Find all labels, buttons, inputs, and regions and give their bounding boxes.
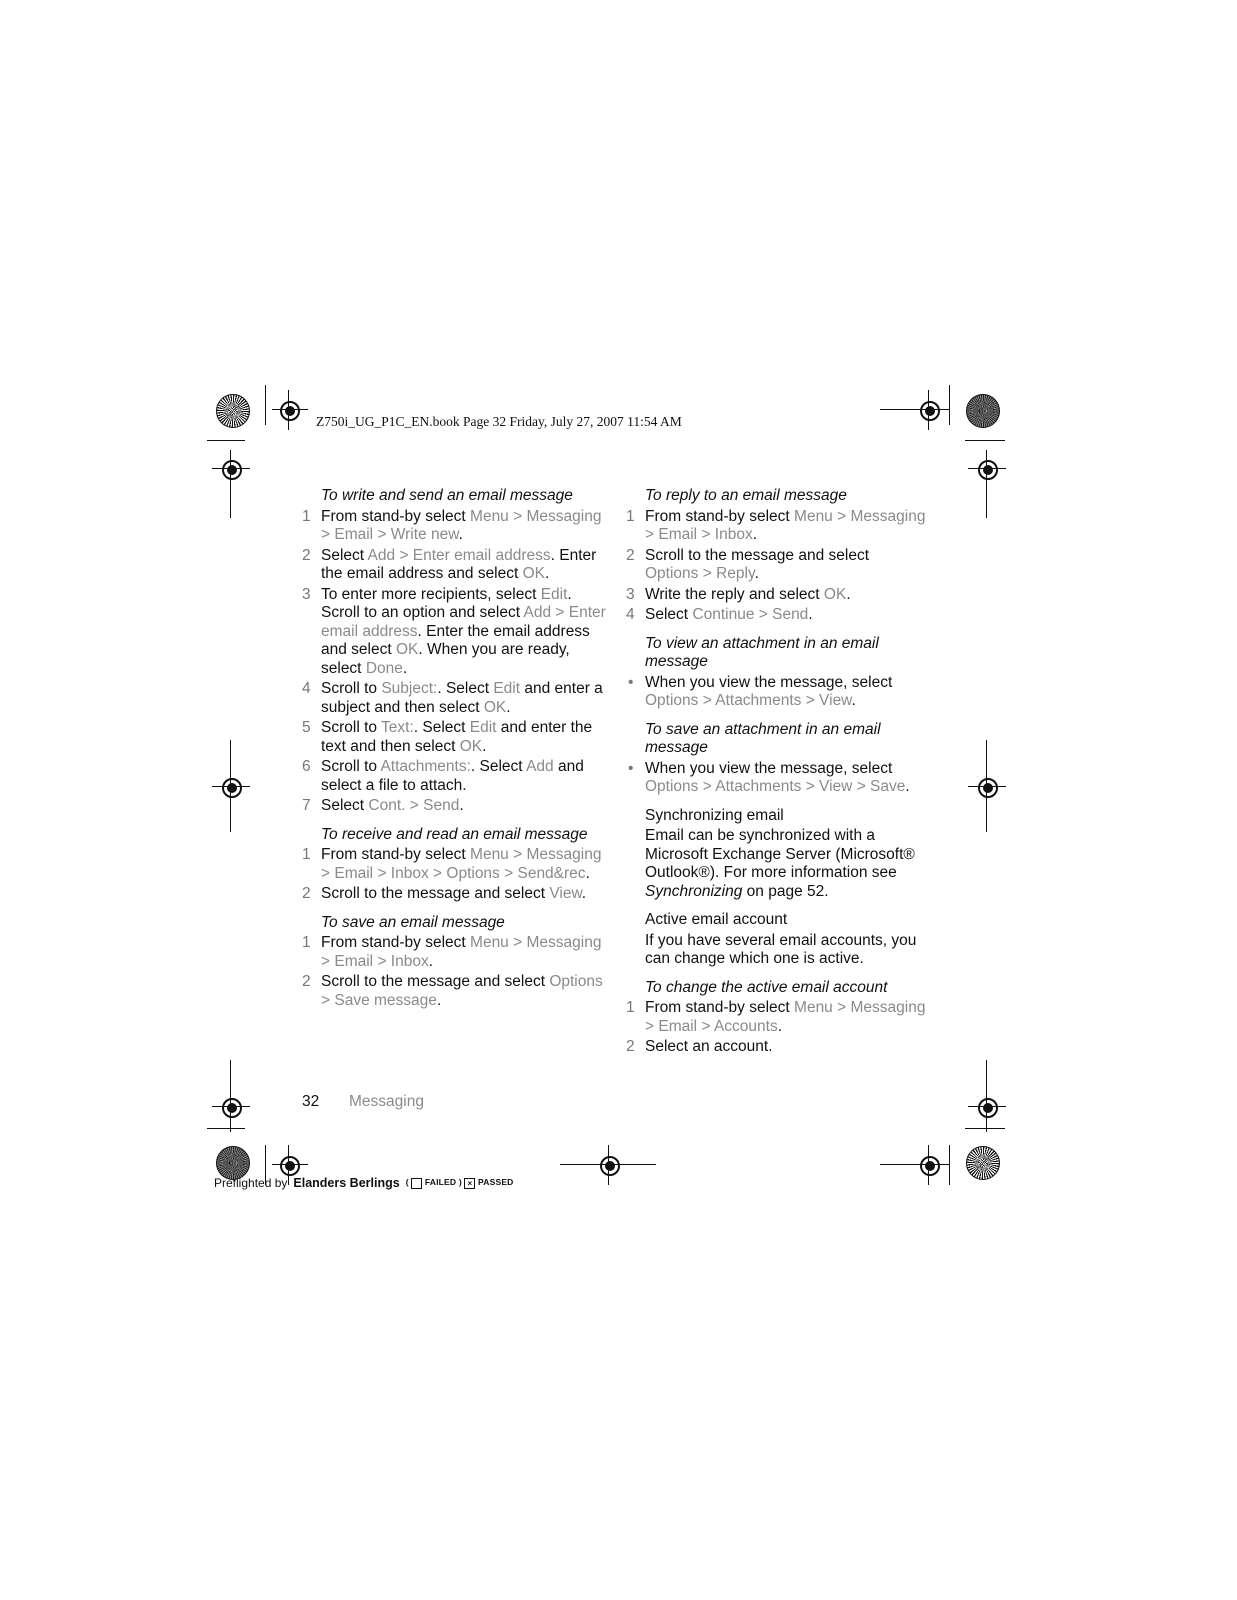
ui-term: Menu bbox=[470, 934, 509, 951]
ui-term: > Messaging bbox=[513, 507, 602, 525]
step-item bbox=[302, 797, 607, 816]
step-text: From stand-by select bbox=[321, 846, 471, 863]
step-text: Scroll to bbox=[321, 719, 382, 736]
bullet-item bbox=[626, 674, 926, 711]
ui-term: > Enter email address bbox=[399, 546, 551, 564]
ui-term: > Inbox bbox=[377, 952, 429, 970]
ui-term: Menu bbox=[470, 846, 509, 863]
ui-term: > Reply bbox=[702, 565, 755, 582]
step-text: From stand-by select bbox=[321, 934, 471, 951]
ui-term: Options bbox=[645, 778, 699, 795]
step-item bbox=[626, 586, 926, 605]
step-number: 1 bbox=[302, 934, 311, 951]
step-number: 2 bbox=[302, 885, 311, 902]
step-number: 3 bbox=[302, 585, 311, 603]
bullet-list bbox=[626, 760, 926, 797]
step-item bbox=[302, 586, 607, 679]
ui-term: Options bbox=[549, 973, 603, 990]
section-heading: To save an email message bbox=[321, 913, 505, 931]
ui-term: > Email bbox=[321, 526, 374, 543]
registration-target-icon bbox=[222, 1098, 242, 1118]
section-write-send bbox=[302, 487, 607, 816]
step-text: Scroll to the message and select bbox=[321, 885, 550, 902]
registration-target-icon bbox=[978, 460, 998, 480]
step-number: 7 bbox=[302, 797, 311, 814]
bullet-icon: • bbox=[628, 759, 634, 777]
paragraph-text: Email can be synchronized with a Microsoft Exchange Server (Microsoft® Outlook®). For more information see bbox=[645, 827, 915, 881]
ui-term: > Messaging bbox=[837, 507, 926, 525]
step-text: When you view the message, select bbox=[645, 759, 893, 777]
registration-target-icon bbox=[222, 460, 242, 480]
step-text: . bbox=[752, 526, 758, 543]
ui-term: > Email bbox=[645, 1017, 698, 1035]
step-list bbox=[302, 508, 607, 816]
ui-term: > Save message bbox=[321, 991, 437, 1009]
step-text: Scroll to the message and select bbox=[321, 973, 550, 990]
ui-term: Edit bbox=[469, 719, 497, 736]
registration-target-icon bbox=[222, 778, 242, 798]
ui-term: > Inbox bbox=[701, 526, 753, 543]
ui-term: Edit bbox=[493, 680, 521, 697]
ui-term: > Attachments bbox=[702, 778, 802, 795]
step-text: . bbox=[506, 698, 511, 716]
step-item bbox=[302, 508, 607, 545]
preflight-brand: Elanders Berlings bbox=[293, 1176, 400, 1190]
step-text: . bbox=[459, 797, 464, 814]
paragraph bbox=[645, 827, 926, 901]
step-text: . bbox=[846, 585, 851, 603]
color-starburst-icon bbox=[966, 1146, 1000, 1180]
step-text: . bbox=[402, 659, 408, 677]
step-number: 4 bbox=[302, 680, 311, 697]
ui-term: Menu bbox=[794, 999, 833, 1016]
ui-term: > Messaging bbox=[513, 934, 602, 951]
step-text: and select a file to attach. bbox=[321, 758, 584, 794]
step-number: 1 bbox=[626, 999, 635, 1016]
bullet-item bbox=[626, 760, 926, 797]
ui-term: Menu bbox=[470, 507, 509, 525]
ui-term: Add bbox=[523, 604, 552, 621]
step-item bbox=[626, 508, 926, 545]
page-number: 32 bbox=[302, 1093, 320, 1110]
section-heading: To write and send an email message bbox=[321, 487, 573, 504]
step-number: 1 bbox=[302, 846, 311, 863]
step-text: . Select bbox=[470, 758, 527, 775]
step-list bbox=[302, 846, 607, 904]
section-heading: To change the active email account bbox=[645, 978, 888, 996]
ui-term: > Attachments bbox=[702, 692, 802, 709]
step-text: . bbox=[482, 737, 487, 755]
step-text: . bbox=[581, 885, 587, 902]
ui-term: OK bbox=[483, 698, 507, 716]
color-starburst-icon bbox=[216, 394, 250, 428]
paragraph-text: on page 52. bbox=[742, 882, 829, 900]
step-item bbox=[302, 846, 607, 883]
step-item bbox=[302, 547, 607, 584]
paragraph: If you have several email accounts, you can change which one is active. bbox=[645, 931, 917, 967]
section-change-active bbox=[626, 979, 926, 1057]
print-header: Z750i_UG_P1C_EN.book Page 32 Friday, July 27, 2007 11:54 AM bbox=[316, 414, 682, 429]
step-number: 2 bbox=[626, 546, 635, 564]
step-text: . bbox=[458, 526, 463, 543]
ui-term: OK bbox=[522, 565, 546, 582]
step-item bbox=[302, 719, 607, 756]
ui-term: Done bbox=[365, 659, 403, 677]
step-text: From stand-by select bbox=[321, 507, 471, 525]
step-text: . Select bbox=[437, 680, 494, 697]
step-number: 2 bbox=[302, 546, 311, 564]
step-text: . bbox=[436, 991, 442, 1009]
ui-term: > Email bbox=[321, 952, 374, 970]
ui-term: > Write new bbox=[377, 526, 459, 543]
step-number: 5 bbox=[302, 719, 311, 736]
ui-term: > Messaging bbox=[513, 846, 602, 863]
ui-term: View bbox=[549, 885, 582, 902]
ui-term: > Options bbox=[433, 864, 500, 882]
step-text: . bbox=[905, 778, 910, 795]
bullet-icon: • bbox=[628, 673, 634, 691]
step-text: . Select bbox=[413, 719, 470, 736]
section-heading: To save an attachment in an email message bbox=[645, 720, 881, 756]
registration-target-icon bbox=[978, 1098, 998, 1118]
failed-label: FAILED bbox=[424, 1177, 457, 1188]
step-item bbox=[302, 680, 607, 717]
ui-term: > Messaging bbox=[837, 999, 926, 1016]
section-heading: To view an attachment in an email message bbox=[645, 634, 879, 670]
ui-term: Text: bbox=[381, 719, 414, 736]
ui-term: > Send bbox=[409, 797, 460, 814]
section-active-account bbox=[626, 911, 926, 969]
step-text: Scroll to bbox=[321, 758, 381, 775]
preflight-status: ( FAILED ) × PASSED bbox=[405, 1177, 514, 1188]
step-text: . Enter the email address and select bbox=[321, 622, 590, 658]
step-number: 3 bbox=[626, 585, 635, 603]
step-text: . bbox=[808, 606, 813, 623]
ui-term: > Enter email address bbox=[321, 604, 606, 640]
step-item bbox=[626, 606, 926, 625]
step-number: 6 bbox=[302, 758, 311, 775]
step-text: and enter a subject and then select bbox=[321, 680, 603, 716]
step-list bbox=[302, 934, 607, 1010]
step-item bbox=[302, 934, 607, 971]
step-number: 2 bbox=[626, 1038, 635, 1055]
section-reply bbox=[626, 487, 926, 625]
registration-target-icon bbox=[600, 1156, 620, 1176]
step-text: . bbox=[851, 692, 856, 709]
registration-target-icon bbox=[920, 1156, 940, 1176]
step-text: . Enter the email address and select bbox=[321, 546, 597, 582]
step-item bbox=[626, 1038, 926, 1057]
step-text: When you view the message, select bbox=[645, 673, 893, 691]
step-text: . bbox=[585, 864, 590, 882]
step-text: . bbox=[545, 565, 550, 582]
registration-target-icon bbox=[280, 1156, 300, 1176]
ui-term: Add bbox=[367, 546, 396, 564]
step-text: . Scroll to an option and select bbox=[321, 585, 572, 621]
step-text: Select an account. bbox=[645, 1038, 773, 1055]
ui-term: Edit bbox=[540, 585, 568, 603]
section-synchronizing bbox=[626, 807, 926, 902]
ui-term: Attachments: bbox=[380, 758, 471, 775]
step-text: . bbox=[428, 952, 434, 970]
ui-term: > View bbox=[805, 692, 852, 709]
preflight-label: Preflighted by bbox=[214, 1176, 288, 1190]
ui-term: OK bbox=[395, 641, 419, 658]
step-text: Scroll to bbox=[321, 680, 382, 697]
step-list bbox=[626, 999, 926, 1057]
step-text: From stand-by select bbox=[645, 999, 795, 1016]
step-text: Write the reply and select bbox=[645, 585, 824, 603]
step-number: 1 bbox=[626, 507, 635, 525]
left-column bbox=[302, 487, 607, 1020]
step-number: 1 bbox=[302, 507, 311, 525]
preflight-stamp bbox=[214, 1176, 514, 1190]
ui-term: > Email bbox=[321, 864, 374, 882]
ui-term: > Inbox bbox=[377, 864, 429, 882]
section-receive-read bbox=[302, 826, 607, 904]
checkbox-checked-icon: × bbox=[464, 1178, 475, 1189]
step-text: . bbox=[754, 565, 759, 582]
passed-label: PASSED bbox=[478, 1177, 514, 1188]
step-text: Scroll to the message and select bbox=[645, 546, 870, 564]
ui-term: OK bbox=[823, 585, 847, 603]
step-item bbox=[302, 885, 607, 904]
step-number: 2 bbox=[302, 973, 311, 990]
section-title: Active email account bbox=[645, 911, 788, 928]
checkbox-empty-icon bbox=[411, 1178, 422, 1189]
section-save-attachment bbox=[626, 721, 926, 797]
ui-term: Cont. bbox=[368, 797, 406, 814]
section-title: Synchronizing email bbox=[645, 806, 784, 824]
bullet-list bbox=[626, 674, 926, 711]
ui-term: Subject: bbox=[381, 680, 438, 697]
step-item bbox=[626, 547, 926, 584]
section-footer: Messaging bbox=[349, 1093, 424, 1110]
color-starburst-icon bbox=[966, 394, 1000, 428]
step-text: and enter the text and then select bbox=[321, 719, 593, 755]
ui-term: > Save bbox=[856, 778, 906, 795]
step-text: Select bbox=[645, 606, 693, 623]
ui-term: > Accounts bbox=[701, 1017, 778, 1035]
registration-target-icon bbox=[978, 778, 998, 798]
step-number: 4 bbox=[626, 606, 635, 623]
step-item bbox=[626, 999, 926, 1036]
registration-target-icon bbox=[920, 401, 940, 421]
step-text: Select bbox=[321, 546, 368, 564]
step-item bbox=[302, 973, 607, 1010]
ui-term: OK bbox=[459, 737, 483, 755]
section-heading: To reply to an email message bbox=[645, 487, 847, 504]
step-item bbox=[302, 758, 607, 795]
section-heading: To receive and read an email message bbox=[321, 825, 588, 843]
ui-term: > Send&rec bbox=[504, 864, 586, 882]
step-text: From stand-by select bbox=[645, 507, 795, 525]
color-starburst-icon bbox=[216, 1146, 250, 1180]
right-column bbox=[626, 487, 926, 1067]
step-text: Select bbox=[321, 797, 369, 814]
ui-term: Add bbox=[526, 758, 554, 775]
step-text: . When you are ready, select bbox=[321, 641, 570, 677]
step-text: To enter more recipients, select bbox=[321, 585, 541, 603]
ui-term: Menu bbox=[794, 507, 833, 525]
section-view-attachment bbox=[626, 635, 926, 711]
registration-target-icon bbox=[280, 401, 300, 421]
step-list bbox=[626, 508, 926, 625]
step-text: . bbox=[777, 1017, 783, 1035]
cross-reference-link[interactable]: Synchronizing bbox=[645, 882, 743, 900]
ui-term: > Email bbox=[645, 526, 698, 543]
ui-term: Continue bbox=[692, 606, 755, 623]
ui-term: Options bbox=[645, 692, 699, 709]
ui-term: > Send bbox=[758, 606, 809, 623]
section-save-message bbox=[302, 914, 607, 1011]
ui-term: > View bbox=[805, 778, 853, 795]
ui-term: Options bbox=[645, 565, 699, 582]
